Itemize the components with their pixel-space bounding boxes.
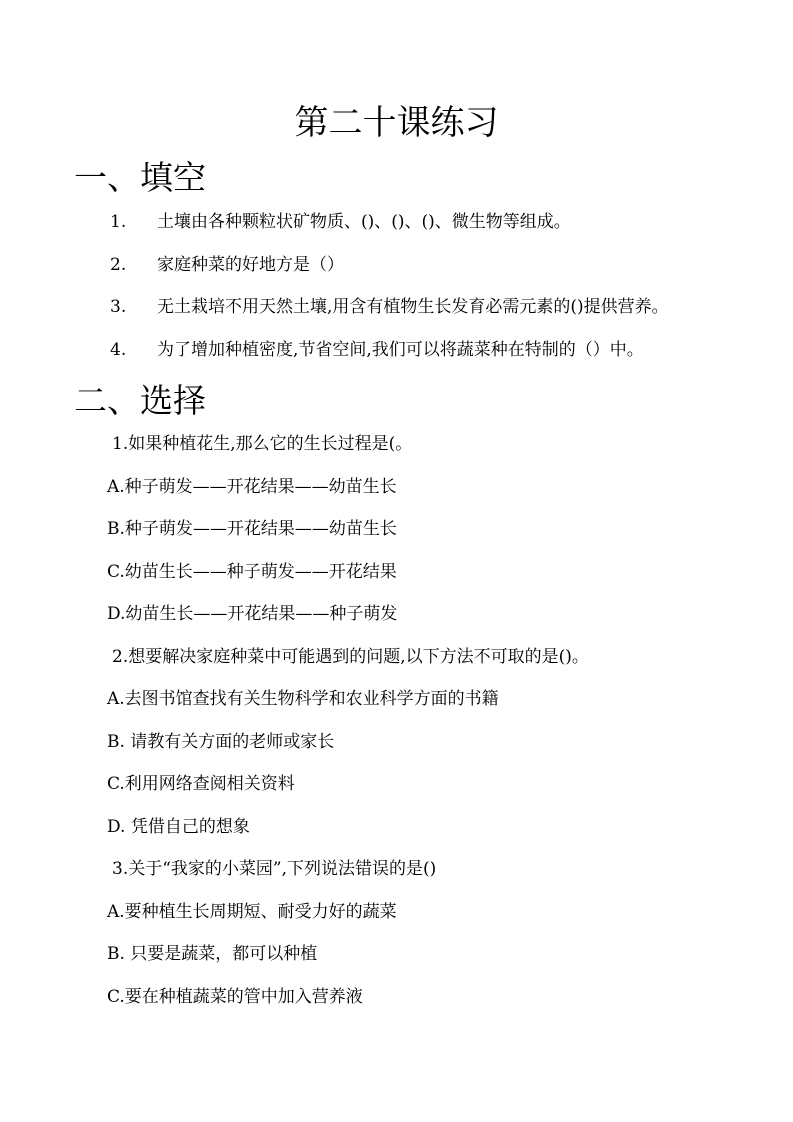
question-text: 为了增加种植密度,节省空间,我们可以将蔬菜种在特制的（）中。 <box>157 340 644 360</box>
option-line: A.要种植生长周期短、耐受力好的蔬菜 <box>107 902 397 922</box>
question-number: 2. <box>110 255 127 275</box>
question-text: 家庭种菜的好地方是（） <box>157 255 344 275</box>
option-line: B. 只要是蔬菜，都可以种植 <box>107 944 318 964</box>
option-line: C.幼苗生长——种子萌发——开花结果 <box>107 562 397 582</box>
question-line: 2.想要解决家庭种菜中可能遇到的问题,以下方法不可取的是()。 <box>112 647 589 667</box>
question-text: 无土栽培不用天然土壤,用含有植物生长发育必需元素的()提供营养。 <box>157 297 669 317</box>
question-line: 1.如果种植花生,那么它的生长过程是(。 <box>112 434 413 454</box>
page-title: 第二十课练习 <box>294 103 499 143</box>
question-number: 4. <box>110 340 127 360</box>
question-number: 3. <box>110 297 127 317</box>
question-number: 1. <box>110 212 127 232</box>
question-text: 土壤由各种颗粒状矿物质、()、()、()、微生物等组成。 <box>157 212 571 232</box>
option-line: A.去图书馆查找有关生物科学和农业科学方面的书籍 <box>107 689 499 709</box>
option-line: D.幼苗生长——开花结果——种子萌发 <box>107 604 398 624</box>
option-line: B.种子萌发——开花结果——幼苗生长 <box>107 519 397 539</box>
question-line: 3.关于“我家的小菜园”,下列说法错误的是() <box>112 859 437 879</box>
section-heading-multiple-choice: 二、选择 <box>74 381 206 420</box>
option-line: C.要在种植蔬菜的管中加入营养液 <box>107 987 363 1007</box>
option-line: C.利用网络查阅相关资料 <box>107 774 295 794</box>
option-line: D. 凭借自己的想象 <box>107 817 250 837</box>
section-heading-fill-blank: 一、填空 <box>74 158 206 197</box>
option-line: A.种子萌发——开花结果——幼苗生长 <box>107 477 397 497</box>
option-line: B. 请教有关方面的老师或家长 <box>107 732 335 752</box>
